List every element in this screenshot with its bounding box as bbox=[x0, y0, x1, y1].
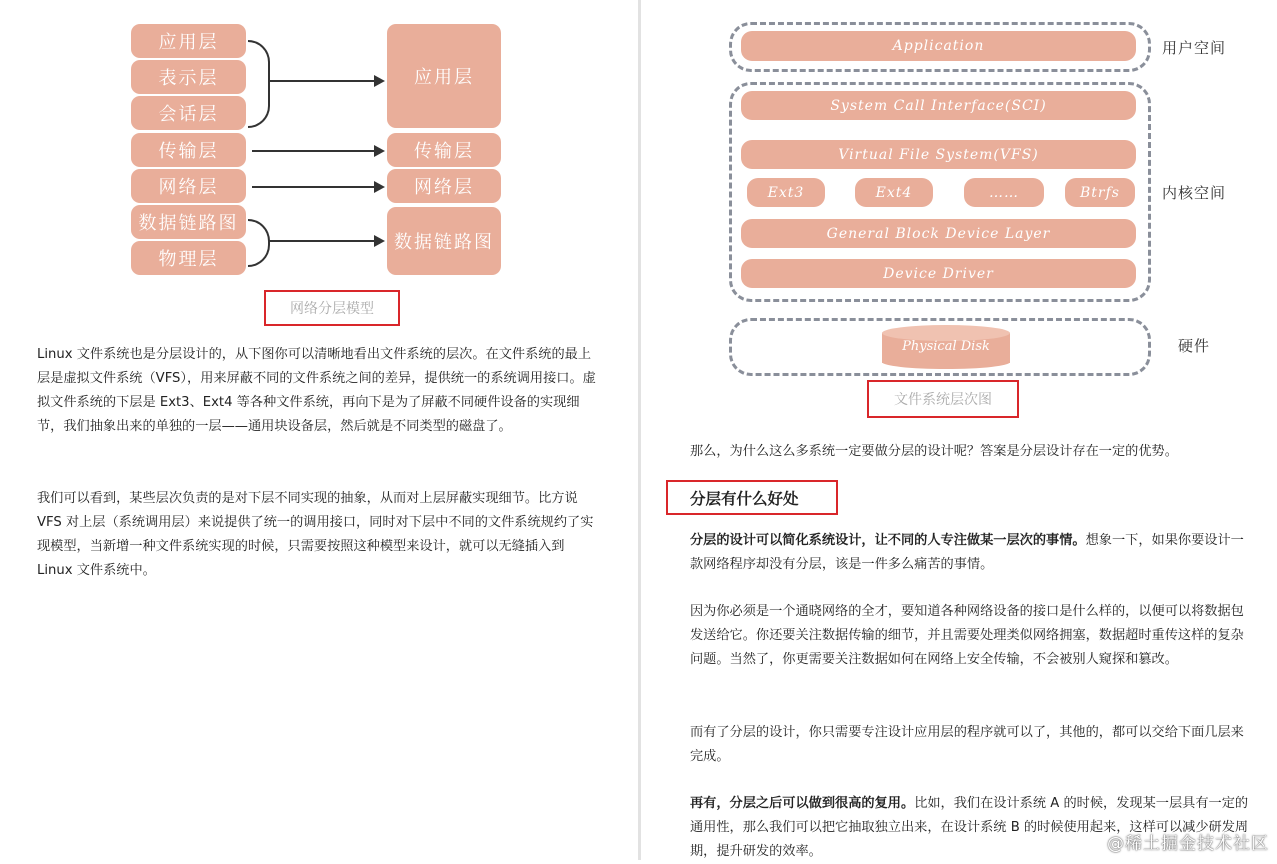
right-page bbox=[641, 0, 1277, 860]
osi-left-layer: 网络层 bbox=[131, 169, 246, 203]
watermark: @稀土掘金技术社区 bbox=[1107, 834, 1269, 854]
vfs-bar: Virtual File System(VFS) bbox=[741, 140, 1136, 169]
sci-bar: System Call Interface(SCI) bbox=[741, 91, 1136, 120]
intro-text: 那么，为什么这么多系统一定要做分层的设计呢？答案是分层设计存在一定的优势。 bbox=[690, 444, 1178, 459]
left-page bbox=[0, 0, 638, 860]
p1-rest: 想象一下，如果你要设计一款网络程序却没有分层，该是一件多么痛苦的事情。 bbox=[690, 533, 1244, 572]
device-driver-bar: Device Driver bbox=[741, 259, 1136, 288]
section-heading: 分层有什么好处 bbox=[690, 490, 799, 508]
arrow-line bbox=[252, 186, 374, 188]
brace-top bbox=[248, 40, 270, 128]
osi-left-layer: 表示层 bbox=[131, 60, 246, 94]
osi-left-layer: 应用层 bbox=[131, 24, 246, 58]
osi-caption: 网络分层模型 bbox=[264, 290, 400, 326]
physical-disk bbox=[882, 325, 1010, 367]
block-layer-bar: General Block Device Layer bbox=[741, 219, 1136, 248]
hardware-label: 硬件 bbox=[1178, 337, 1211, 355]
right-paragraph-1 bbox=[690, 529, 1255, 577]
p4-rest: 比如，我们在设计系统 A 的时候，发现某一层具有一定的通用性，那么我们可以把它抽取独立出来，在设计系统 B 的时候使用起来，这样可以减少研发周期，提升研发的效率。 bbox=[690, 796, 1249, 859]
kernel-space-label: 内核空间 bbox=[1162, 184, 1227, 202]
arrow-line bbox=[252, 150, 374, 152]
arrow-line bbox=[268, 240, 374, 242]
p1-bold: 分层的设计可以简化系统设计，让不同的人专注做某一层次的事情。 bbox=[690, 533, 1086, 548]
user-space-label: 用户空间 bbox=[1162, 39, 1227, 57]
osi-right-layer: 网络层 bbox=[387, 169, 501, 203]
arrow-head bbox=[374, 75, 385, 87]
osi-left-layer: 传输层 bbox=[131, 133, 246, 167]
arrow-head bbox=[374, 145, 385, 157]
osi-left-layer: 数据链路图 bbox=[131, 205, 246, 239]
right-paragraph-2: 因为你必须是一个通晓网络的全才，要知道各种网络设备的接口是什么样的，以便可以将数据包发送给它。你还要关注数据传输的细节，并且需要处理类似网络拥塞，数据超时重传这样的复杂问题。当然了，你更需要关注数据如何在网络上安全传输，不会被别人窥探和篡改。 bbox=[690, 604, 1244, 667]
arrow-line bbox=[268, 80, 374, 82]
arrow-head bbox=[374, 235, 385, 247]
osi-right-layer: 应用层 bbox=[387, 24, 501, 128]
osi-right-layer: 数据链路图 bbox=[387, 207, 501, 275]
osi-left-layer: 会话层 bbox=[131, 96, 246, 130]
p4-bold: 再有，分层之后可以做到很高的复用。 bbox=[690, 796, 915, 811]
right-paragraph-3: 而有了分层的设计，你只需要专注设计应用层的程序就可以了，其他的，都可以交给下面几层来完成。 bbox=[690, 725, 1244, 764]
fs-ext3: Ext3 bbox=[747, 178, 825, 207]
left-paragraph-2: 我们可以看到，某些层次负责的是对下层不同实现的抽象，从而对上层屏蔽实现细节。比方说 VFS 对上层（系统调用层）来说提供了统一的调用接口，同时对下层中不同的文件系统规约了实现模型，当新增一种文件系统实现的时候，只需要按照这种模型来设计，就可以无缝插入到 Linux 文件系统中。 bbox=[37, 491, 594, 578]
fs-ext4: Ext4 bbox=[855, 178, 933, 207]
brace-bottom bbox=[248, 219, 270, 267]
osi-left-layer: 物理层 bbox=[131, 241, 246, 275]
disk-label: Physical Disk bbox=[902, 339, 990, 354]
fs-caption: 文件系统层次图 bbox=[867, 380, 1019, 418]
arrow-head bbox=[374, 181, 385, 193]
application-bar: Application bbox=[741, 31, 1136, 61]
left-paragraph-1: Linux 文件系统也是分层设计的，从下图你可以清晰地看出文件系统的层次。在文件系统的最上层是虚拟文件系统（VFS），用来屏蔽不同的文件系统之间的差异，提供统一的系统调用接口。虚拟文件系统的下层是 Ext3、Ext4 等各种文件系统，再向下是为了屏蔽不同硬件设备的实现细节，我们抽象出来的单独的一层——通用块设备层，然后就是不同类型的磁盘了。 bbox=[37, 347, 596, 434]
fs-btrfs: Btrfs bbox=[1065, 178, 1135, 207]
osi-right-layer: 传输层 bbox=[387, 133, 501, 167]
fs-ellipsis: …… bbox=[964, 178, 1044, 207]
